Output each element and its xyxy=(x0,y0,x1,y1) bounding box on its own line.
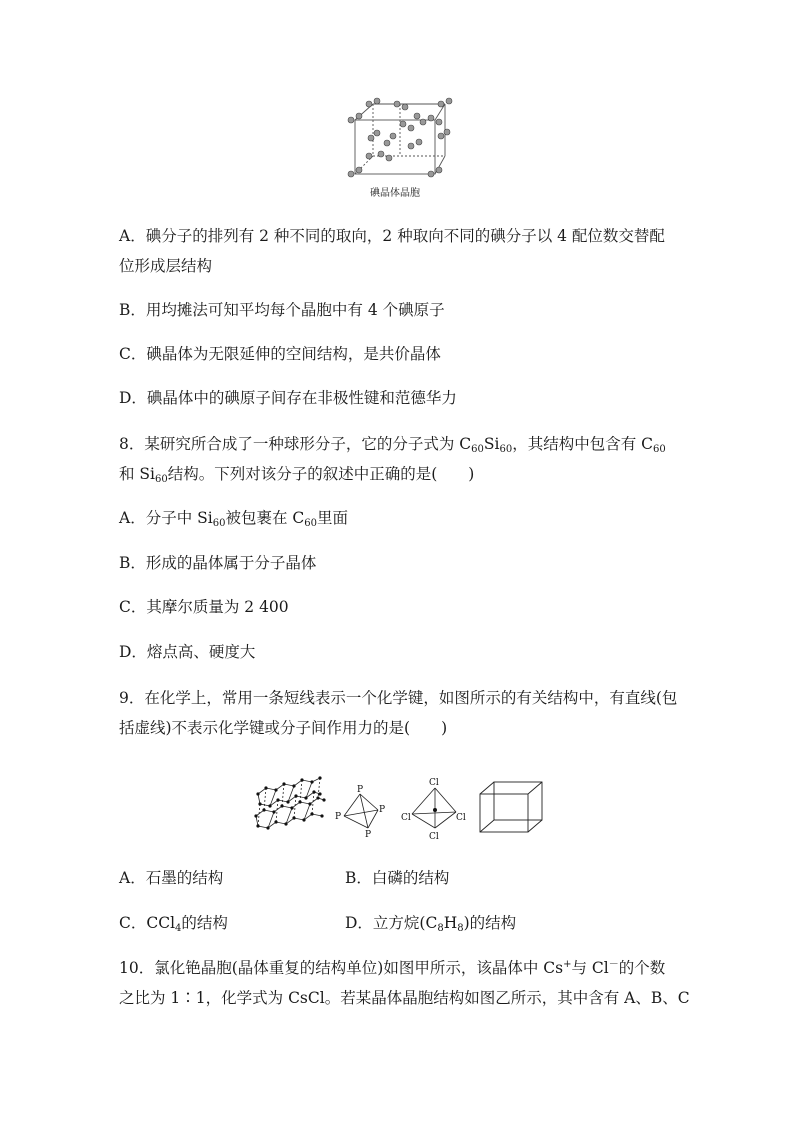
atom-label-cl: Cl xyxy=(429,832,439,842)
q8-stem-line1: 8．某研究所合成了一种球形分子，它的分子式为 $C_{60}Si_{60}$，其结构中包含有 $C_{60}$ xyxy=(119,435,666,455)
q8-option-c: C．其摩尔质量为 2 400 xyxy=(119,598,289,616)
graphite-structure-figure xyxy=(250,776,330,836)
atom-label-p: P xyxy=(379,805,386,815)
q9-option-d: D．立方烷$(C_8H_8)$的结构 xyxy=(345,914,517,934)
atom-label-cl: Cl xyxy=(429,778,439,788)
q8-option-b: B．形成的晶体属于分子晶体 xyxy=(119,554,317,572)
q10-stem-line1: 10．氯化铯晶胞(晶体重复的结构单位)如图甲所示，该晶体中 Cs+与 Cl－的个数 xyxy=(119,959,666,977)
q9-option-a: A．石墨的结构 xyxy=(119,869,224,887)
white-phosphorus-figure xyxy=(334,778,394,838)
q8-stem-line2: 和 $Si_{60}$结构。下列对该分子的叙述中正确的是( ) xyxy=(119,465,475,485)
iodine-unit-cell-figure xyxy=(345,98,455,178)
q7-option-a-line2: 位形成层结构 xyxy=(119,257,213,275)
q7-option-b: B．用均摊法可知平均每个晶胞中有 4 个碘原子 xyxy=(119,301,445,319)
q10-stem-line2: 之比为 1∶1，化学式为 CsCl。若某晶体晶胞结构如图乙所示，其中含有 A、B、C xyxy=(119,989,690,1007)
atom-label-p: P xyxy=(357,785,364,795)
q8-option-d: D．熔点高、硬度大 xyxy=(119,643,256,661)
q7-option-a-line1: A．碘分子的排列有 2 种不同的取向，2 种取向不同的碘分子以 4 配位数交替配 xyxy=(119,227,665,245)
q7-option-d: D．碘晶体中的碘原子间存在非极性键和范德华力 xyxy=(119,389,457,407)
atom-label-p: P xyxy=(335,812,342,822)
q8-option-a: A．分子中 $Si_{60}$被包裹在 $C_{60}$里面 xyxy=(119,509,348,529)
q9-option-b: B．白磷的结构 xyxy=(345,869,450,887)
atom-label-cl: Cl xyxy=(456,813,466,823)
atom-label-p: P xyxy=(365,830,372,840)
figure-caption: 碘晶体晶胞 xyxy=(370,188,420,199)
cubane-structure-figure xyxy=(478,780,548,836)
atom-label-cl: Cl xyxy=(401,813,411,823)
q9-stem-line1: 9．在化学上，常用一条短线表示一个化学键，如图所示的有关结构中，有直线(包 xyxy=(119,689,678,707)
q9-stem-line2: 括虚线)不表示化学键或分子间作用力的是( ) xyxy=(119,719,448,737)
q9-option-c: C．CCl$_4$的结构 xyxy=(119,914,228,934)
ccl4-structure-figure xyxy=(400,776,470,840)
q7-option-c: C．碘晶体为无限延伸的空间结构，是共价晶体 xyxy=(119,345,441,363)
